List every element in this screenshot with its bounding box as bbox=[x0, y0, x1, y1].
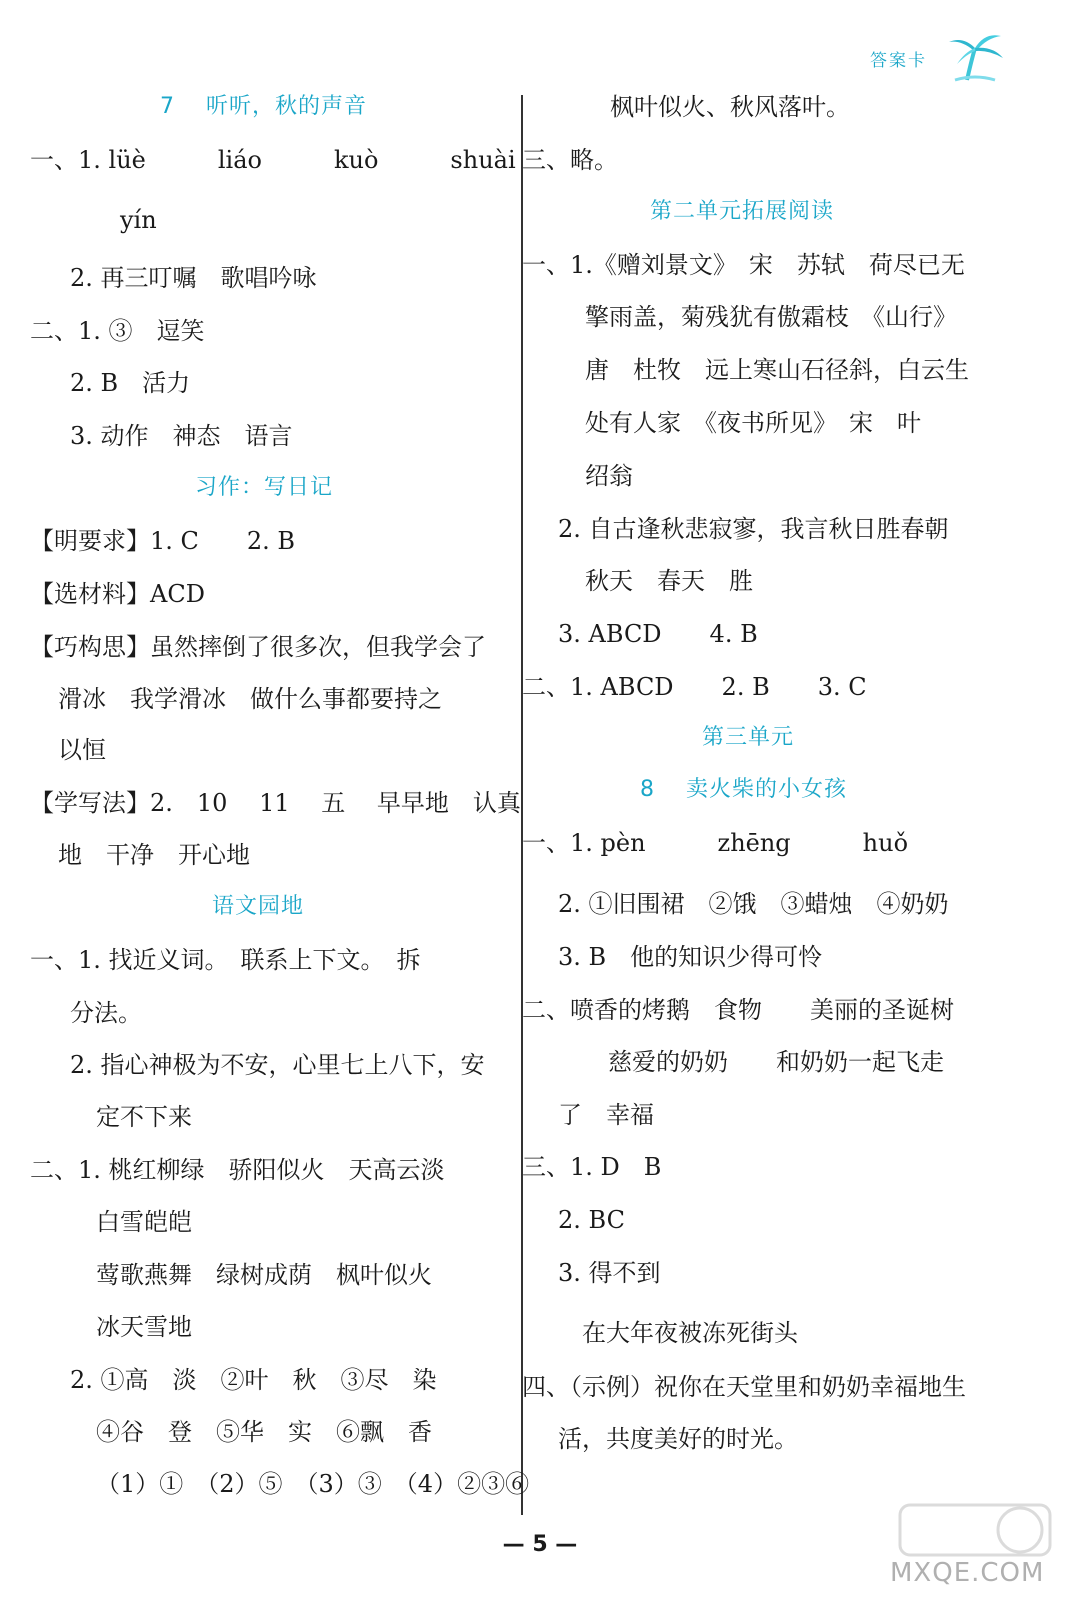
answer-line: 一、1. pèn zhēng huǒ bbox=[522, 829, 909, 857]
answer-line: 2. 指心神极为不安，心里七上八下，安 bbox=[70, 1051, 485, 1079]
answer-line: 一、1. 找近义词。 联系上下文。 拆 bbox=[30, 946, 421, 974]
page-number: — 5 — bbox=[502, 1532, 578, 1557]
answer-line: 白雪皑皑 bbox=[96, 1208, 192, 1236]
answer-line: ④谷 登 ⑤华 实 ⑥飘 香 bbox=[96, 1418, 432, 1446]
watermark-text: MXQE.COM bbox=[890, 1558, 1045, 1588]
answer-line: 2. 自古逢秋悲寂寥，我言秋日胜春朝 bbox=[558, 515, 949, 543]
answer-line: 2. 再三叮嘱 歌唱吟咏 bbox=[70, 264, 317, 292]
answer-line: 【巧构思】虽然摔倒了很多次，但我学会了 bbox=[30, 633, 486, 661]
answer-line: 【学写法】2. 10 11 五 早早地 认真 bbox=[30, 789, 521, 817]
answer-line: 唐 杜牧 远上寒山石径斜，白云生 bbox=[585, 356, 969, 384]
answer-line: 3. B 他的知识少得可怜 bbox=[558, 943, 823, 971]
header-tag: 答案卡 bbox=[870, 51, 927, 71]
answer-line: 3. 得不到 bbox=[558, 1259, 661, 1287]
answer-line: 冰天雪地 bbox=[96, 1313, 192, 1341]
answer-line: 莺歌燕舞 绿树成荫 枫叶似火 bbox=[96, 1261, 432, 1289]
answer-line: 一、1. lüè liáo kuò shuài bbox=[30, 146, 516, 174]
answer-line: 分法。 bbox=[70, 999, 142, 1027]
answer-line: 地 干净 开心地 bbox=[58, 841, 250, 869]
answer-line: 活，共度美好的时光。 bbox=[558, 1425, 798, 1453]
answer-line: 二、喷香的烤鹅 食物 美丽的圣诞树 bbox=[522, 996, 954, 1024]
answer-line: 3. ABCD 4. B bbox=[558, 620, 758, 648]
column-divider bbox=[521, 95, 523, 1515]
section-heading: 语文园地 bbox=[212, 894, 305, 919]
answer-line: 以恒 bbox=[58, 736, 106, 764]
answer-line: 三、1. D B bbox=[522, 1153, 662, 1181]
answer-line: 秋天 春天 胜 bbox=[585, 567, 753, 595]
answer-line: 定不下来 bbox=[96, 1103, 192, 1131]
answer-line: 在大年夜被冻死街头 bbox=[582, 1319, 798, 1347]
answer-line: 二、1. ③ 逗笑 bbox=[30, 317, 205, 345]
palm-tree-icon bbox=[945, 30, 1005, 82]
answer-line: 三、略。 bbox=[522, 146, 618, 174]
section-heading: 8 卖火柴的小女孩 bbox=[640, 777, 847, 802]
answer-line: 枫叶似火、秋风落叶。 bbox=[610, 93, 850, 121]
answer-line: 绍翁 bbox=[585, 462, 633, 490]
section-heading: 习作：写日记 bbox=[195, 475, 334, 500]
answer-line: 滑冰 我学滑冰 做什么事都要持之 bbox=[58, 685, 442, 713]
answer-line: 【选材料】ACD bbox=[30, 580, 205, 608]
section-heading: 第二单元拓展阅读 bbox=[650, 199, 835, 224]
answer-line: yín bbox=[120, 206, 157, 234]
section-heading: 7 听听，秋的声音 bbox=[160, 94, 367, 119]
answer-line: 2. ①高 淡 ②叶 秋 ③尽 染 bbox=[70, 1366, 437, 1394]
answer-line: 3. 动作 神态 语言 bbox=[70, 422, 293, 450]
answer-line: 二、1. 桃红柳绿 骄阳似火 天高云淡 bbox=[30, 1156, 445, 1184]
answer-line: 慈爱的奶奶 和奶奶一起飞走 bbox=[608, 1048, 944, 1076]
answer-line: 擎雨盖，菊残犹有傲霜枝 《山行》 bbox=[585, 303, 957, 331]
answer-line: 二、1. ABCD 2. B 3. C bbox=[522, 673, 867, 701]
answer-line: （1）① （2）⑤ （3）③ （4）②③⑥ bbox=[96, 1470, 530, 1498]
answer-line: 了 幸福 bbox=[558, 1101, 654, 1129]
answer-line: 四、（示例）祝你在天堂里和奶奶幸福地生 bbox=[522, 1373, 966, 1401]
answer-line: 2. BC bbox=[558, 1206, 625, 1234]
answer-line: 一、1.《赠刘景文》 宋 苏轼 荷尽已无 bbox=[522, 251, 965, 279]
answer-line: 2. ①旧围裙 ②饿 ③蜡烛 ④奶奶 bbox=[558, 890, 949, 918]
answer-line: 2. B 活力 bbox=[70, 369, 191, 397]
answer-line: 处有人家 《夜书所见》 宋 叶 bbox=[585, 409, 921, 437]
section-heading: 第三单元 bbox=[702, 725, 795, 750]
answer-line: 【明要求】1. C 2. B bbox=[30, 527, 296, 555]
